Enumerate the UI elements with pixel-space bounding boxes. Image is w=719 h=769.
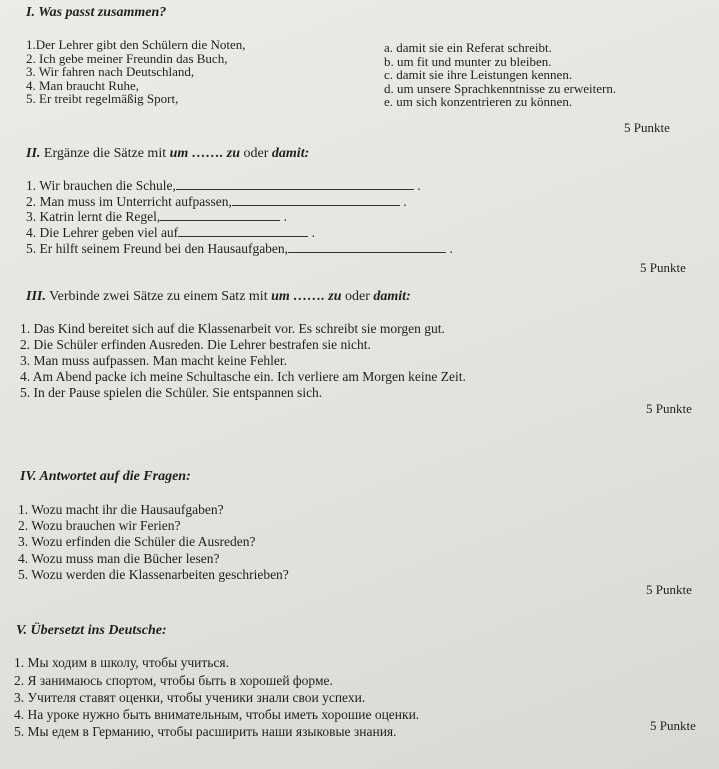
section-2-title: II. Ergänze die Sätze mit um ……. zu oder damit: <box>26 146 310 161</box>
section-1-left-item: 3. Wir fahren nach Deutschland, <box>26 64 195 79</box>
section-1-left-item: 4. Man braucht Ruhe, <box>26 77 140 93</box>
section-4-item: 5. Wozu werden die Klassenarbeiten geschrieben? <box>18 567 289 582</box>
section-4-item: 3. Wozu erfinden die Schüler die Ausreden? <box>18 534 256 549</box>
section-1-left-list <box>26 38 245 106</box>
section-1-right-item: d. um unsere Sprachkenntnisse zu erweitern. <box>384 80 617 96</box>
section-2-points: 5 Punkte <box>640 260 686 275</box>
section-1-right-item: c. damit sie ihre Leistungen kennen. <box>384 67 573 82</box>
section-2-item: 5. Er hilft seinem Freund bei den Hausaufgaben, . <box>26 241 453 256</box>
answer-blank[interactable] <box>232 193 400 206</box>
section-4-title: IV. Antwortet auf die Fragen: <box>20 469 191 484</box>
section-4-item: 1. Wozu macht ihr die Hausaufgaben? <box>18 502 224 517</box>
section-5-item: 3. Учителя ставят оценки, чтобы ученики знали свои успехи. <box>14 690 366 705</box>
section-3-item: 3. Man muss aufpassen. Man macht keine Fehler. <box>20 353 287 368</box>
section-3-item: 5. In der Pause spielen die Schüler. Sie entspannen sich. <box>20 385 323 400</box>
section-3-item: 1. Das Kind bereitet sich auf die Klassenarbeit vor. Es schreibt sie morgen gut. <box>20 321 445 336</box>
section-1-right-item: e. um sich konzentrieren zu können. <box>384 94 573 109</box>
section-5-title: V. Übersetzt ins Deutsche: <box>16 623 167 638</box>
section-2-item: 2. Man muss im Unterricht aufpassen, . <box>26 194 407 209</box>
answer-blank[interactable] <box>176 177 414 190</box>
section-5-item: 4. На уроке нужно быть внимательным, чтобы иметь хорошие оценки. <box>14 707 420 722</box>
section-2-item: 3. Katrin lernt die Regel, . <box>26 209 287 224</box>
section-1-points: 5 Punkte <box>624 120 670 135</box>
section-1-left-item: 5. Er treibt regelmäßig Sport, <box>26 91 179 106</box>
section-5-item: 5. Мы едем в Германию, чтобы расширить наши языковые знания. <box>14 724 397 739</box>
section-1-title: I. Was passt zusammen? <box>26 5 167 20</box>
answer-blank[interactable] <box>160 208 280 221</box>
section-4-item: 4. Wozu muss man die Bücher lesen? <box>18 551 220 566</box>
section-1-right-list <box>384 41 616 109</box>
section-5-points: 5 Punkte <box>650 718 696 733</box>
section-4-item: 2. Wozu brauchen wir Ferien? <box>18 518 181 533</box>
answer-blank[interactable] <box>178 224 308 237</box>
section-3-item: 4. Am Abend packe ich meine Schultasche ein. Ich verliere am Morgen keine Zeit. <box>20 369 466 384</box>
section-3-title: III. Verbinde zwei Sätze zu einem Satz mit um ……. zu oder damit: <box>26 289 411 304</box>
answer-blank[interactable] <box>288 240 446 253</box>
section-3-points: 5 Punkte <box>646 401 692 416</box>
section-1-right-item: a. damit sie ein Referat schreibt. <box>384 40 552 55</box>
section-2-item: 1. Wir brauchen die Schule, . <box>26 178 421 193</box>
section-3-item: 2. Die Schüler erfinden Ausreden. Die Lehrer bestrafen sie nicht. <box>20 337 371 352</box>
section-4-points: 5 Punkte <box>646 582 692 597</box>
section-1-right-item: b. um fit und munter zu bleiben. <box>384 53 552 69</box>
section-5-item: 2. Я занимаюсь спортом, чтобы быть в хорошей форме. <box>14 673 333 688</box>
section-5-item: 1. Мы ходим в школу, чтобы учиться. <box>14 655 230 670</box>
section-2-item: 4. Die Lehrer geben viel auf . <box>26 225 315 240</box>
section-1-left-item: 2. Ich gebe meiner Freundin das Buch, <box>26 50 228 66</box>
section-1-left-item: 1.Der Lehrer gibt den Schülern die Noten, <box>26 37 246 52</box>
